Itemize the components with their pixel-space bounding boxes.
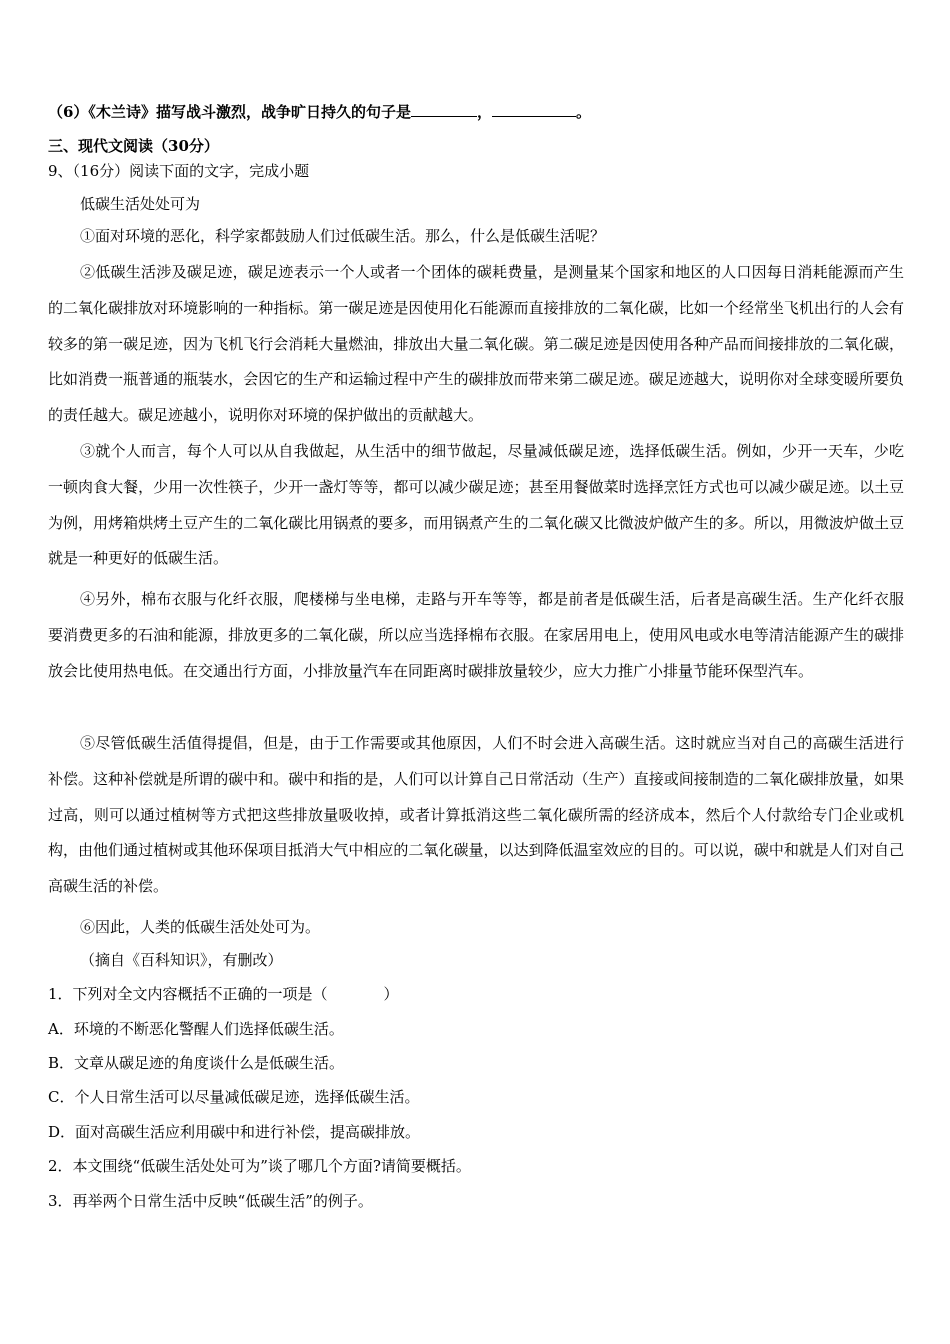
option-c: C．个人日常生活可以尽量减低碳足迹，选择低碳生活。 [48,1088,420,1106]
article-paragraph-5: ⑤尽管低碳生活值得提倡，但是，由于工作需要或其他原因，人们不时会进入高碳生活。这时就应当对自己的高碳生活进行补偿。这种补偿就是所谓的碳中和。碳中和指的是，人们可以计算自己日常活动（生产）直接或间接制造的二氧化碳排放量，如果过高，则可以通过植树等方式把这些排放量吸收掉，或者计算抵消这些二氧化碳所需的经济成本，然后个人付款给专门企业或机构，由他们通过植树或其他环保项目抵消大气中相应的二氧化碳量，以达到降低温室效应的目的。可以说，碳中和就是人们对自己高碳生活的补偿。 [48,734,904,896]
article-paragraph-2: ②低碳生活涉及碳足迹，碳足迹表示一个人或者一个团体的碳耗费量，是测量某个国家和地区的人口因每日消耗能源而产生的二氧化碳排放对环境影响的一种指标。第一碳足迹是因使用化石能源而直接排放的二氧化碳，比如一个经常坐飞机出行的人会有较多的第一碳足迹，因为飞机飞行会消耗大量燃油，排放出大量二氧化碳。第二碳足迹是因使用各种产品而间接排放的二氧化碳，比如消费一瓶普通的瓶装水，会因它的生产和运输过程中产生的碳排放而带来第二碳足迹。碳足迹越大，说明你对全球变暖所要负的责任越大。碳足迹越小，说明你对环境的保护做出的贡献越大。 [48,263,904,425]
option-b: B．文章从碳足迹的角度谈什么是低碳生活。 [48,1054,345,1072]
q6-comma: ， [476,103,492,121]
question-3: 3．再举两个日常生活中反映“低碳生活”的例子。 [48,1192,373,1210]
section-title: 三、现代文阅读（30分） [48,137,219,155]
question-6 [48,102,591,122]
question-1 [48,984,399,1004]
question-9-intro: 9、（16分）阅读下面的文字，完成小题 [48,162,310,180]
article-source: （摘自《百科知识》，有删改） [80,951,283,969]
option-d: D．面对高碳生活应利用碳中和进行补偿，提高碳排放。 [48,1123,421,1141]
article-paragraph-4: ④另外，棉布衣服与化纤衣服，爬楼梯与坐电梯，走路与开车等等，都是前者是低碳生活，后者是高碳生活。生产化纤衣服要消费更多的石油和能源，排放更多的二氧化碳，所以应当选择棉布衣服。在家居用电上，使用风电或水电等清洁能源产生的碳排放会比使用热电低。在交通出行方面，小排放量汽车在同距离时碳排放量较少，应大力推广小排量节能环保型汽车。 [48,590,904,680]
question-2: 2．本文围绕“低碳生活处处可为”谈了哪几个方面?请简要概括。 [48,1157,471,1175]
answer-blank-1[interactable] [411,102,477,117]
q6-prefix: （6）《木兰诗》描写战斗激烈，战争旷日持久的句子是 [48,103,411,121]
answer-blank-2[interactable] [492,102,576,117]
article-title: 低碳生活处处可为 [80,195,201,213]
article-paragraph-3: ③就个人而言，每个人可以从自我做起，从生活中的细节做起，尽量减低碳足迹，选择低碳生活。例如，少开一天车，少吃一顿肉食大餐，少用一次性筷子，少开一盏灯等等，都可以减少碳足迹；甚至用餐做菜时选择烹饪方式也可以减少碳足迹。以土豆为例，用烤箱烘烤土豆产生的二氧化碳比用锅煮的要多，而用锅煮产生的二氧化碳又比微波炉做产生的多。所以，用微波炉做土豆就是一种更好的低碳生活。 [48,442,904,568]
question-1-close: ） [383,985,399,1003]
article-paragraph-1: ①面对环境的恶化，科学家都鼓励人们过低碳生活。那么，什么是低碳生活呢？ [80,227,606,245]
option-a: A．环境的不断恶化警醒人们选择低碳生活。 [48,1020,344,1038]
q6-end: 。 [575,103,591,121]
article-paragraph-6: ⑥因此，人类的低碳生活处处可为。 [80,918,321,936]
question-1-stem: 1．下列对全文内容概括不正确的一项是（ [48,985,328,1003]
